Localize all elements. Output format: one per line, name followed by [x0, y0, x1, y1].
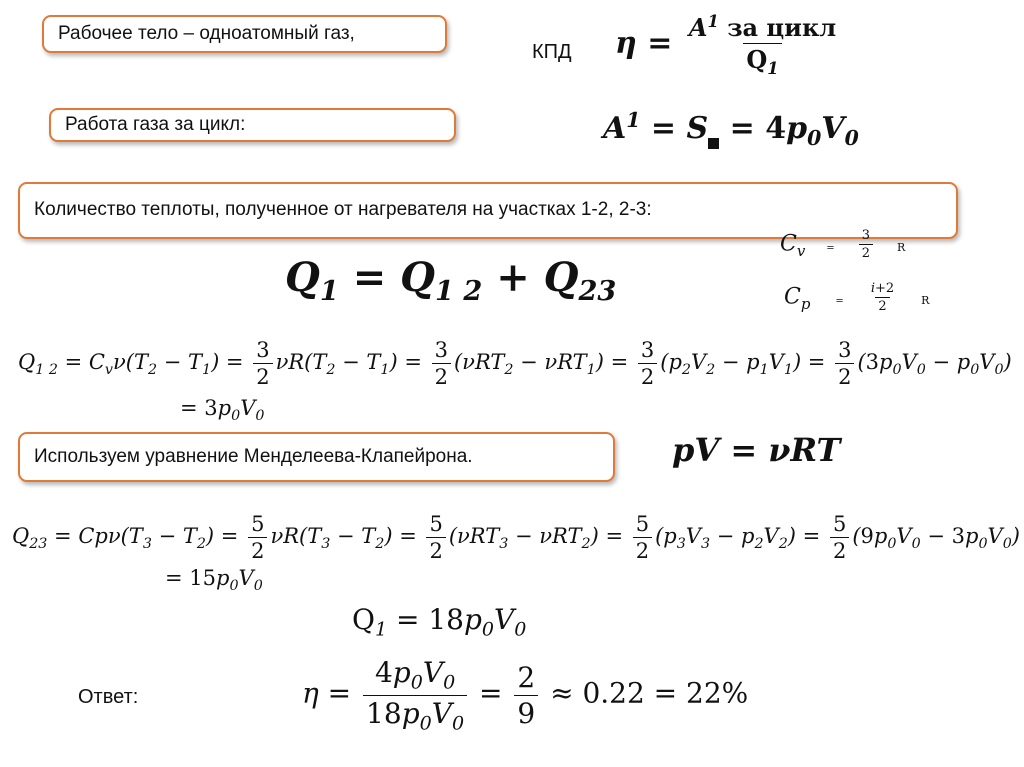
q23-formula: $Q_{23} = Cp\nu(T_3 - T_2)$ = $\frac{5}{2}$ $\nu R(T_3 - T_2)$ = $\frac{5}{2}$ (νRT$_3$ − νRT$_2$) = $\frac{5}{2}$ $(p_3V_3 - p_2V_2)$ = $\frac{5}{2}$ $(9p_0V_0 - 3p_0V_0)$	[12, 512, 1020, 563]
answer-label: Ответ:	[78, 686, 139, 708]
efficiency-formula: η = $\frac{A^1 за цикл}{Q_1}$	[615, 12, 837, 78]
working-body-box	[42, 15, 447, 53]
q12-formula: $Q_{1 2} = C_v\nu(T_2 - T_1)$ = $\frac{3}{2}$ $\nu R(T_2 - T_1)$ = $\frac{3}{2}$ (νRT$_2$ − νRT$_1$) = $\frac{3}{2}$ $(p_2V_2 - p_1V_1)$ = $\frac{3}{2}$ $(3p_0V_0 - p_0V_0)$	[18, 338, 1012, 389]
q1-sum-formula: $Q_1 = Q_{1 2} + Q_{23}$	[285, 254, 617, 307]
q1-total-formula: $Q_1 = 18p_0V_0$	[352, 603, 527, 641]
mendeleev-text: Используем уравнение Менделеева-Клапейрона.	[34, 445, 473, 467]
work-formula: $A^1 = S = 4p_0V_0$	[603, 108, 859, 150]
work-per-cycle-text: Работа газа за цикл:	[65, 113, 246, 135]
q12-result: = $3p_0V_0$	[180, 396, 265, 425]
answer-formula: η = $\frac{4p_0V_0}{18p_0V_0}$ = $\frac{2}{9}$ ≈ 0.22 = 22%	[302, 656, 749, 735]
cv-formula: $C_v$ = $\frac{3}{2}$ R	[780, 228, 906, 261]
work-per-cycle-box	[49, 108, 456, 142]
cp-formula: $C_p$ = $\frac{i+2}{2}$ R	[784, 281, 930, 314]
heat-received-text: Количество теплоты, полученное от нагревателя на участках 1-2, 2-3:	[34, 199, 652, 221]
mendeleev-formula: pV = νRT	[672, 431, 841, 469]
kpd-label: КПД	[532, 41, 572, 63]
q23-result: = $15p_0V_0$	[165, 566, 263, 595]
working-body-text: Рабочее тело – одноатомный газ,	[58, 22, 355, 44]
mendeleev-box	[18, 432, 615, 482]
